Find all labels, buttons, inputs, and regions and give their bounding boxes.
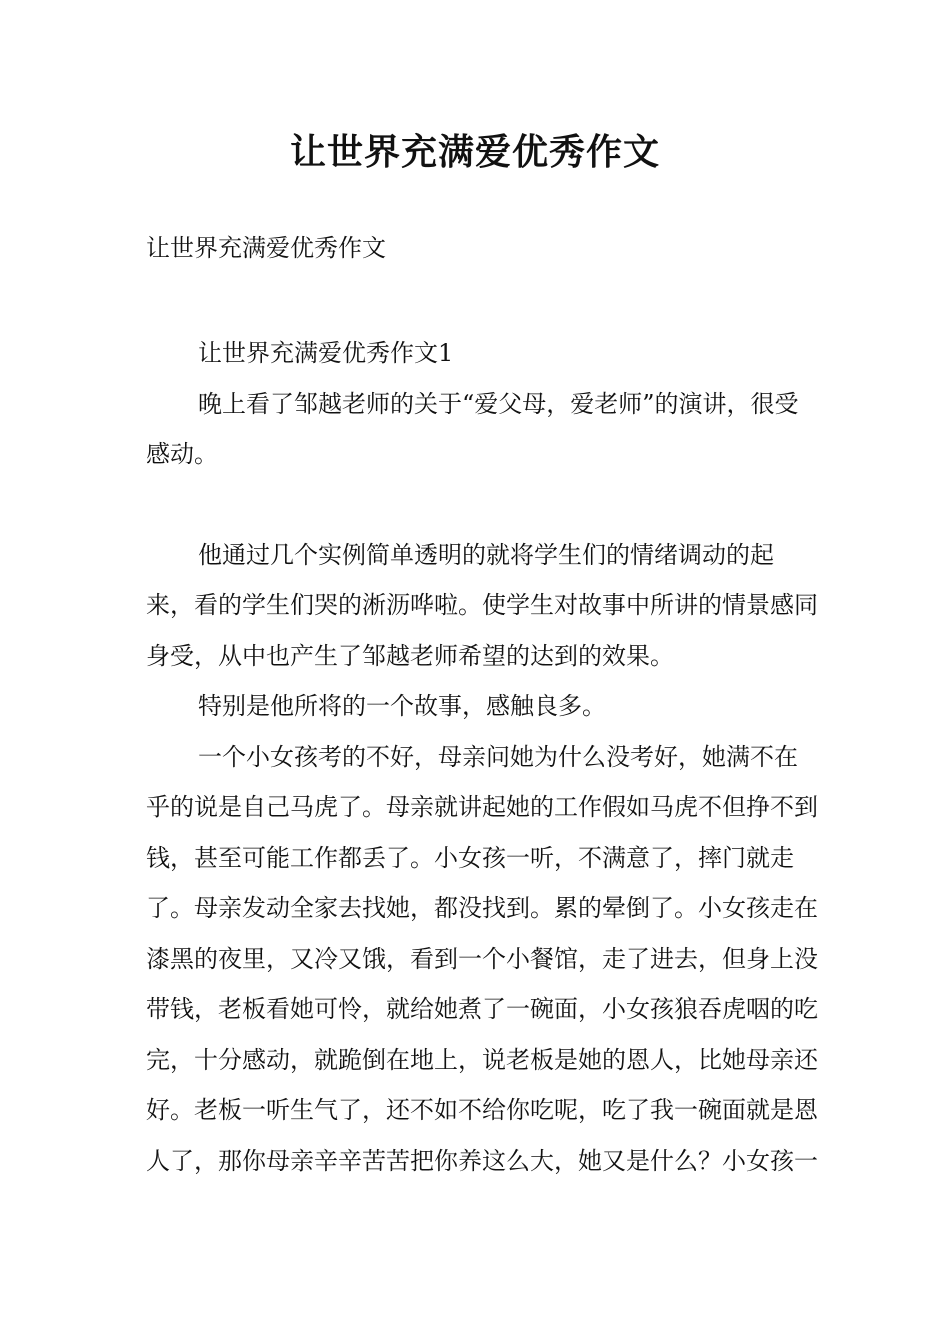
document-title: 让世界充满爱优秀作文 [289,131,660,173]
paragraph: 他通过几个实例简单透明的就将学生们的情绪调动的起来，看的学生们哭的淅沥哗啦。使学生对故事中所讲的情景感同身受，从中也产生了邹越老师希望的达到的效果。 [146,540,818,670]
paragraph: 特别是他所将的一个故事，感触良多。 [198,692,606,720]
paragraph: 晚上看了邹越老师的关于“爱父母，爱老师”的演讲，很受感动。 [146,389,799,468]
paragraph: 一个小女孩考的不好，母亲问她为什么没考好，她满不在乎的说是自己马虎了。母亲就讲起她的工作假如马虎不但挣不到钱，甚至可能工作都丢了。小女孩一听，不满意了，摔门就走了。母亲发动全家去找她，都没找到。累的晕倒了。小女孩走在漆黑的夜里，又冷又饿，看到一个小餐馆，走了进去，但身上没带钱，老板看她可怜，就给她煮了一碗面，小女孩狼吞虎咽的吃完，十分感动，就跪倒在地上，说老板是她的恩人，比她母亲还好。老板一听生气了，还不如不给你吃呢，吃了我一碗面就是恩人了，那你母亲辛辛苦苦把你养这么大，她又是什么？小女孩一 [146,742,818,1175]
document-subtitle: 让世界充满爱优秀作文 [146,234,386,262]
document-body [146,328,818,1186]
essay-heading: 让世界充满爱优秀作文1 [198,339,454,367]
